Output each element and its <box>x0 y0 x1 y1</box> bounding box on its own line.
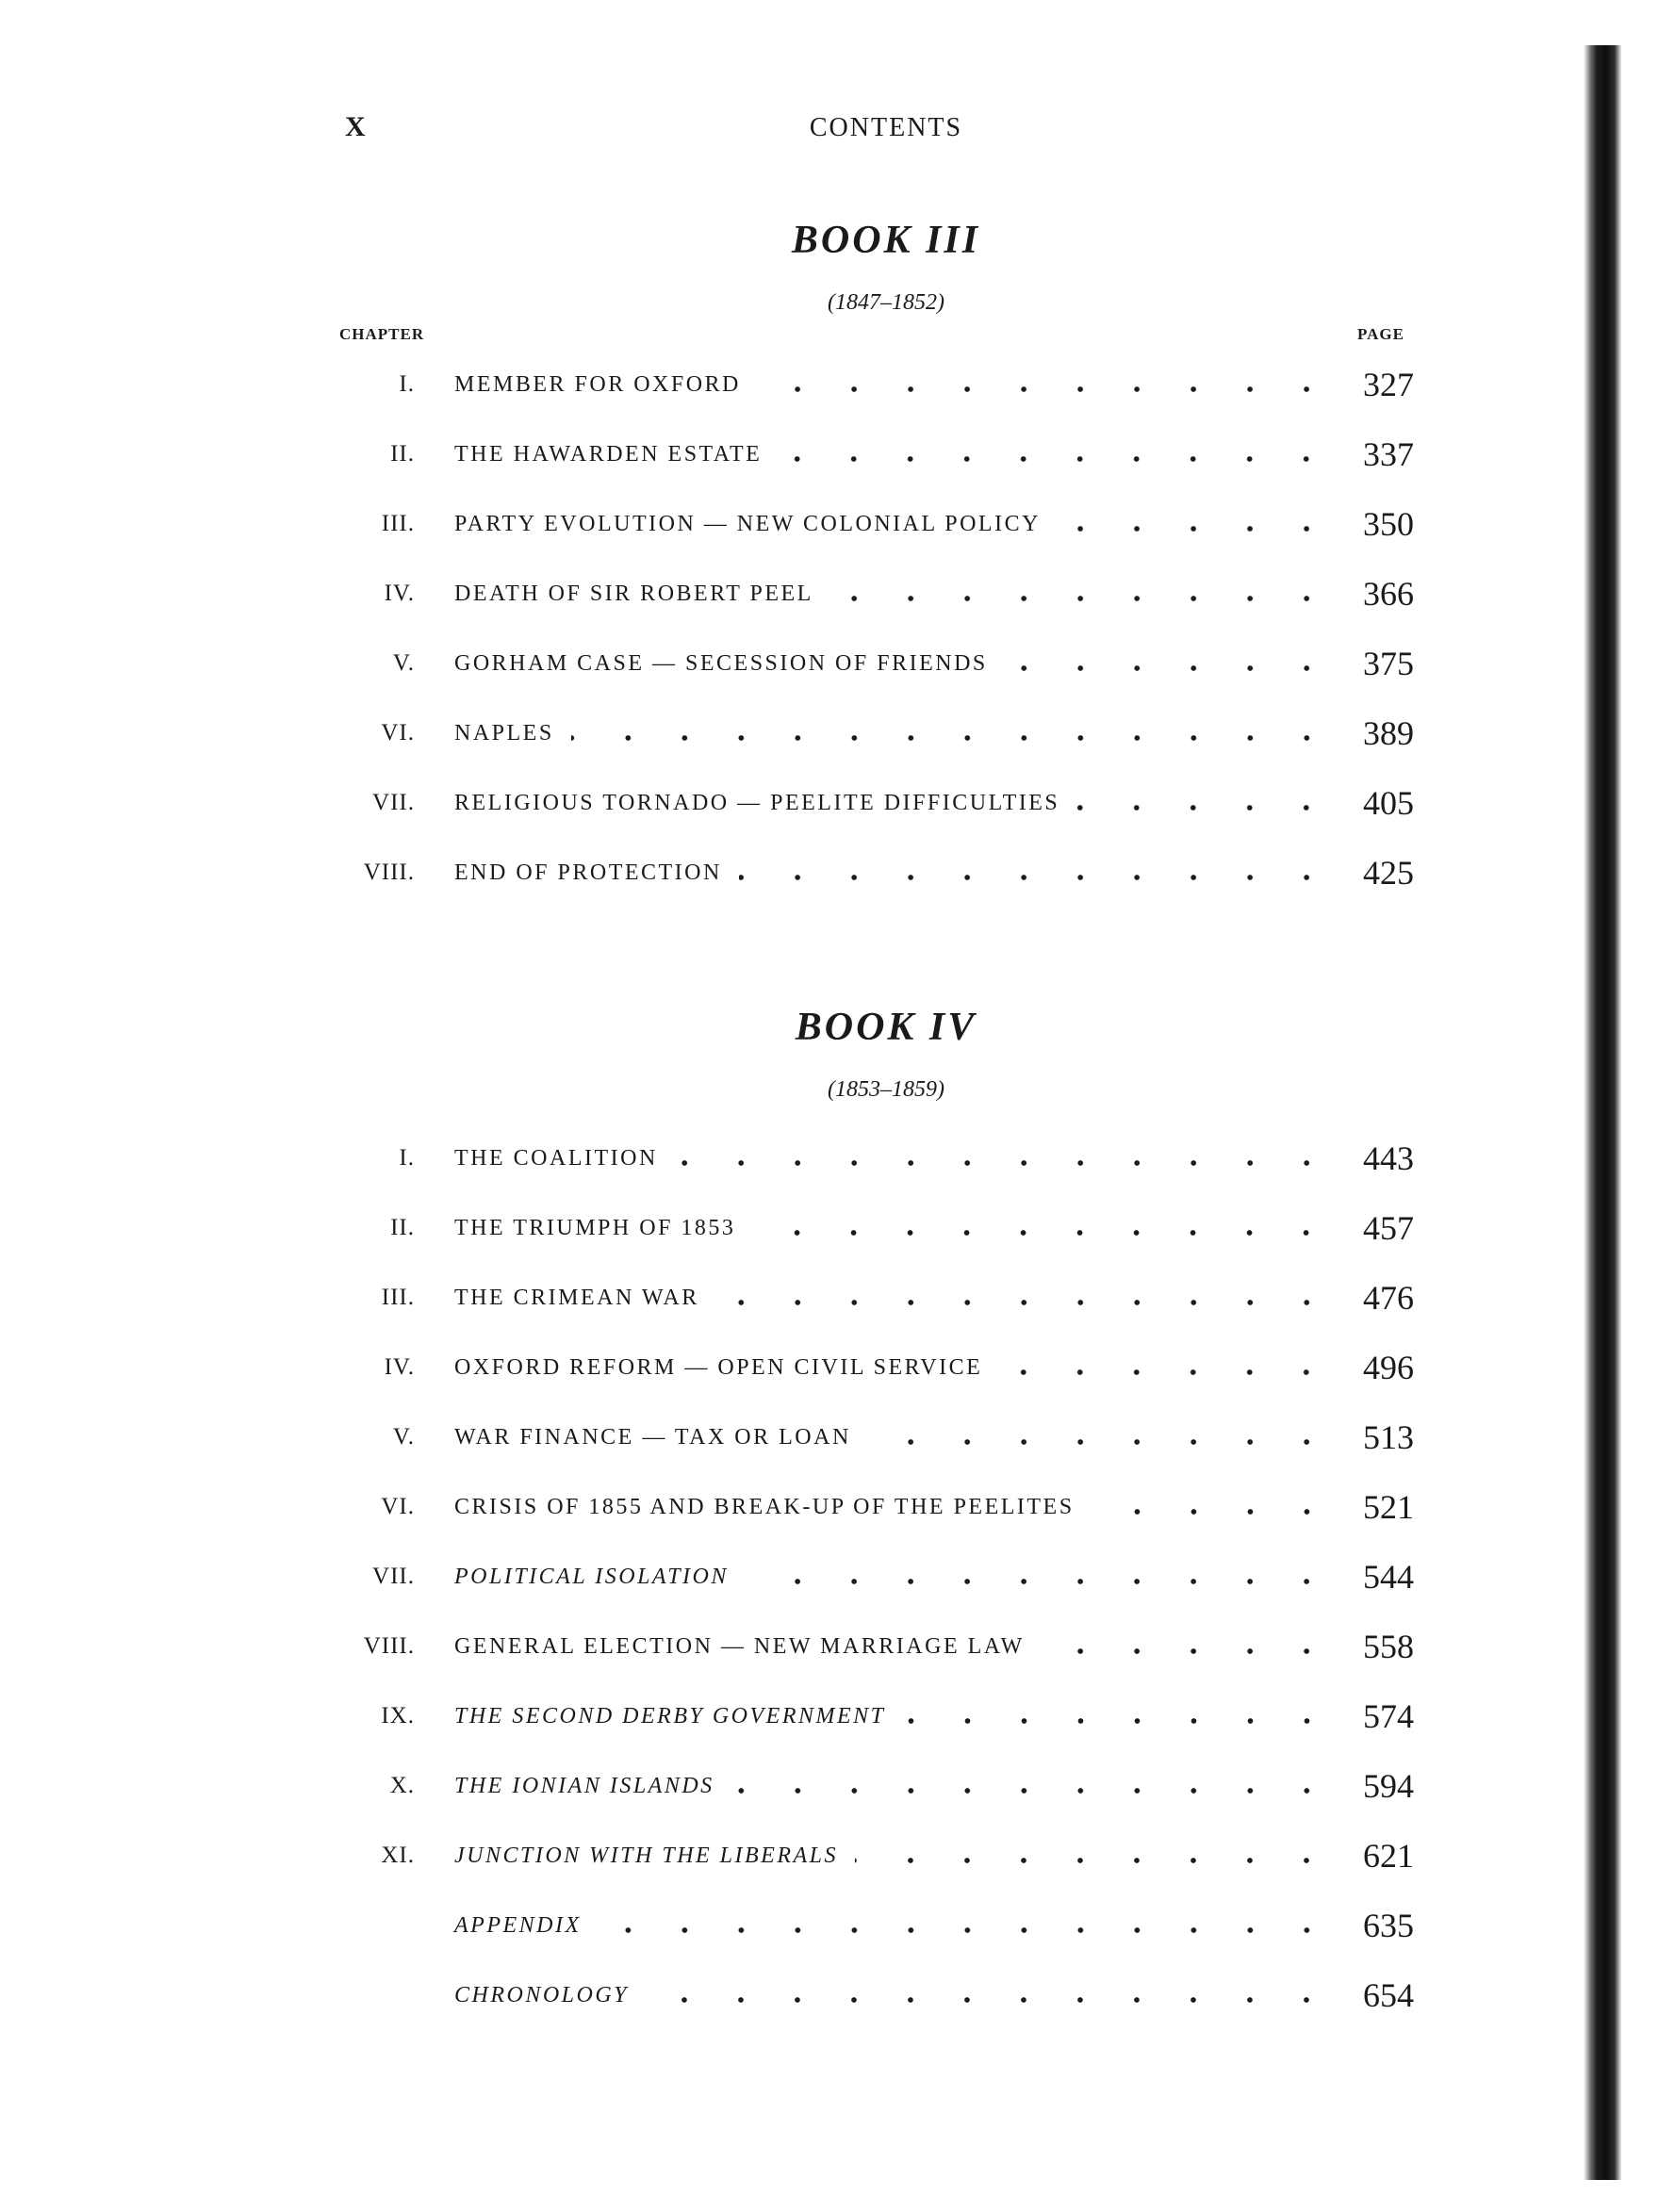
page-number: 366 <box>1363 575 1414 613</box>
toc-entry[interactable] <box>339 1612 1433 1681</box>
toc-entry[interactable] <box>339 1193 1433 1263</box>
toc-entry[interactable] <box>339 629 1433 698</box>
page-number: 327 <box>1363 366 1414 403</box>
chapter-number: VI. <box>381 720 415 746</box>
page-number: 405 <box>1363 784 1414 822</box>
chapter-number: IX. <box>381 1703 415 1729</box>
dot-leader <box>903 1717 1336 1725</box>
page-number: 621 <box>1363 1837 1414 1875</box>
chapter-column-heading: CHAPTER <box>339 325 425 343</box>
dot-leader <box>999 1368 1335 1376</box>
toc-entry[interactable] <box>339 419 1433 489</box>
chapter-title: THE SECOND DERBY GOVERNMENT <box>454 1703 886 1729</box>
chapter-title: POLITICAL ISOLATION <box>454 1564 729 1589</box>
chapter-title: THE CRIMEAN WAR <box>454 1285 699 1310</box>
chapter-number: VII. <box>372 1564 415 1589</box>
toc-entry[interactable] <box>339 1542 1433 1612</box>
chapter-title: THE COALITION <box>454 1145 658 1171</box>
toc-entry[interactable] <box>339 559 1433 629</box>
chapter-number: V. <box>392 1424 415 1450</box>
toc-entry[interactable] <box>339 1891 1433 1960</box>
chapter-title: END OF PROTECTION <box>454 860 722 885</box>
running-head <box>339 111 1433 149</box>
chapter-title: THE TRIUMPH OF 1853 <box>454 1215 736 1240</box>
chapter-number: VIII. <box>363 860 415 885</box>
toc-entry[interactable] <box>339 1263 1433 1333</box>
chapter-title: PARTY EVOLUTION — NEW COLONIAL POLICY <box>454 511 1041 536</box>
page-number: 558 <box>1363 1628 1414 1665</box>
chapter-number: VIII. <box>363 1633 415 1659</box>
chapter-title: CHRONOLOGY <box>454 1982 630 2007</box>
chapter-number: II. <box>390 1215 415 1240</box>
toc-entry[interactable] <box>339 1821 1433 1891</box>
chapter-number: III. <box>381 1285 415 1310</box>
book-title: BOOK IV <box>795 1006 977 1049</box>
chapter-title: JUNCTION WITH THE LIBERALS <box>454 1843 839 1868</box>
toc-entry[interactable] <box>339 698 1433 768</box>
dot-leader <box>1076 804 1335 811</box>
toc-entry[interactable] <box>339 489 1433 559</box>
page-number: 513 <box>1363 1418 1414 1456</box>
dot-leader <box>868 1438 1335 1446</box>
toc-entry[interactable] <box>339 1333 1433 1402</box>
book-dates: (1847–1852) <box>828 290 944 315</box>
page-number: 521 <box>1363 1488 1414 1526</box>
book-iv-section <box>339 999 1433 2030</box>
chapter-title: GENERAL ELECTION — NEW MARRIAGE LAW <box>454 1633 1025 1659</box>
dot-leader <box>1005 664 1335 672</box>
chapter-number: V. <box>392 650 415 676</box>
page-number: 476 <box>1363 1279 1414 1317</box>
chapter-number: IV. <box>384 581 415 606</box>
page-number: 337 <box>1363 435 1414 473</box>
page-number: 350 <box>1363 505 1414 543</box>
chapter-number: VII. <box>372 790 415 815</box>
dot-leader <box>739 874 1335 881</box>
chapter-number: XI. <box>381 1843 415 1868</box>
chapter-title: RELIGIOUS TORNADO — PEELITE DIFFICULTIES <box>454 790 1060 815</box>
toc-entry[interactable] <box>339 350 1433 419</box>
chapter-title: GORHAM CASE — SECESSION OF FRIENDS <box>454 650 988 676</box>
toc-entry[interactable] <box>339 1402 1433 1472</box>
chapter-title: THE HAWARDEN ESTATE <box>454 441 763 467</box>
chapter-number: IV. <box>384 1354 415 1380</box>
dot-leader <box>599 1926 1335 1934</box>
chapter-number: I. <box>399 371 415 397</box>
page-number: 544 <box>1363 1558 1414 1596</box>
toc-entry[interactable] <box>339 1123 1433 1193</box>
dot-leader <box>675 1159 1335 1167</box>
dot-leader <box>646 1996 1335 2004</box>
chapter-title: MEMBER FOR OXFORD <box>454 371 741 397</box>
page-column-heading: PAGE <box>1357 325 1404 343</box>
dot-leader <box>855 1857 1335 1864</box>
page-number: 496 <box>1363 1349 1414 1386</box>
dot-leader <box>746 1578 1335 1585</box>
chapter-title: THE IONIAN ISLANDS <box>454 1773 714 1798</box>
chapter-title: DEATH OF SIR ROBERT PEEL <box>454 581 813 606</box>
running-title: CONTENTS <box>809 113 963 142</box>
chapter-title: WAR FINANCE — TAX OR LOAN <box>454 1424 851 1450</box>
dot-leader <box>1042 1647 1335 1655</box>
dot-leader <box>731 1787 1335 1794</box>
dot-leader <box>571 734 1335 742</box>
dot-leader <box>779 455 1335 463</box>
page-number: 574 <box>1363 1697 1414 1735</box>
chapter-number: II. <box>390 441 415 467</box>
dot-leader <box>1092 1508 1335 1516</box>
chapter-number: X. <box>389 1773 415 1798</box>
toc-entry[interactable] <box>339 838 1433 908</box>
chapter-number: III. <box>381 511 415 536</box>
dot-leader <box>1058 525 1335 533</box>
dot-leader <box>758 385 1335 393</box>
toc-entry[interactable] <box>339 1960 1433 2030</box>
toc-entry[interactable] <box>339 1681 1433 1751</box>
column-headings <box>339 325 1433 350</box>
toc-entry[interactable] <box>339 1751 1433 1821</box>
page-number: 425 <box>1363 854 1414 892</box>
book-title: BOOK III <box>791 219 981 262</box>
chapter-title: OXFORD REFORM — OPEN CIVIL SERVICE <box>454 1354 983 1380</box>
page-number: 594 <box>1363 1767 1414 1805</box>
book-iii-section <box>339 212 1433 908</box>
page-number: 389 <box>1363 714 1414 752</box>
chapter-number: I. <box>399 1145 415 1171</box>
book-dates: (1853–1859) <box>828 1077 944 1102</box>
toc-entry[interactable] <box>339 1472 1433 1542</box>
dot-leader <box>716 1299 1335 1306</box>
chapter-title: APPENDIX <box>454 1912 582 1938</box>
chapter-number: VI. <box>381 1494 415 1519</box>
chapter-title: NAPLES <box>454 720 554 746</box>
page-folio: X <box>345 111 367 142</box>
dot-leader <box>752 1229 1335 1237</box>
page-edge-shadow <box>1584 45 1621 2180</box>
page-number: 635 <box>1363 1907 1414 1944</box>
page-number: 654 <box>1363 1976 1414 2014</box>
page-number: 457 <box>1363 1209 1414 1247</box>
page-number: 375 <box>1363 645 1414 682</box>
toc-entry[interactable] <box>339 768 1433 838</box>
chapter-title: CRISIS OF 1855 AND BREAK-UP OF THE PEELITES <box>454 1494 1075 1519</box>
page-number: 443 <box>1363 1139 1414 1177</box>
dot-leader <box>830 595 1335 602</box>
